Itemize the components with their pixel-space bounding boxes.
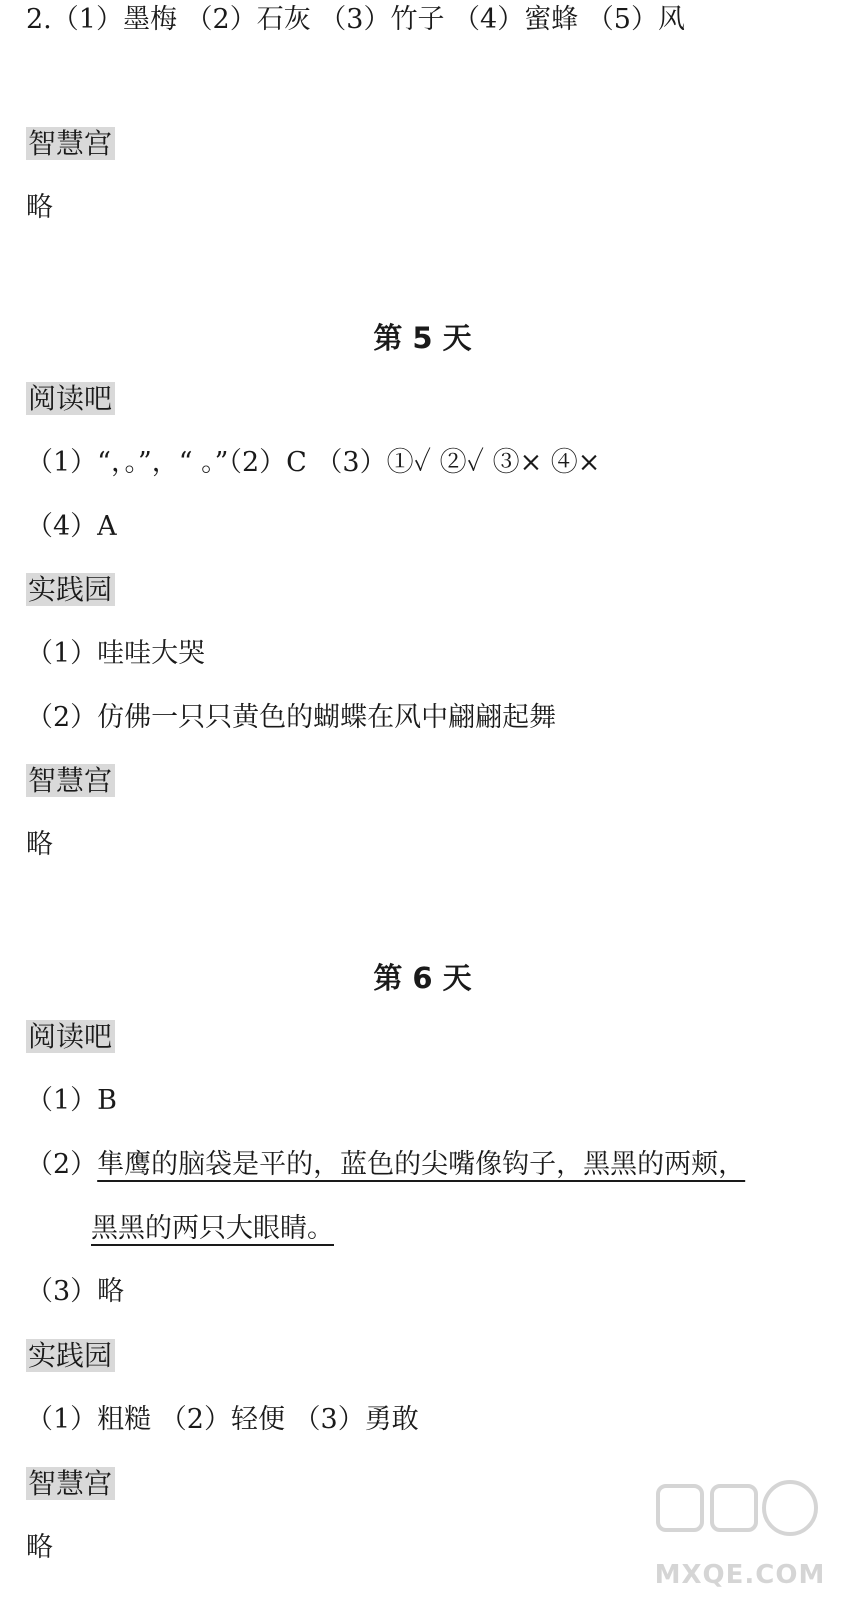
practice-answer-1: （1）粗糙 （2）轻便 （3）勇敢 (26, 1404, 419, 1435)
answer-number: （2） (26, 1149, 98, 1180)
section-label-wisdom (26, 1466, 115, 1503)
label-text: 实践园 (26, 1339, 115, 1372)
wisdom-answer: 略 (26, 192, 53, 223)
label-text: 智慧宫 (26, 1467, 115, 1500)
section-label-wisdom (26, 763, 115, 800)
reading-answer-2-continued (91, 1211, 334, 1247)
reading-answer-1: （1）“，。”，“ 。”（2）C （3）①✓ ②✓ ③× ④× (26, 447, 601, 478)
label-text: 实践园 (26, 573, 115, 606)
underlined-answer: 隼鹰的脑袋是平的，蓝色的尖嘴像钩子，黑黑的两颊， (97, 1149, 746, 1180)
label-text: 阅读吧 (26, 1020, 115, 1053)
reading-answer-1: （1）B (26, 1085, 118, 1116)
answer-line-2: 2.（1）墨梅 （2）石灰 （3）竹子 （4）蜜蜂 （5）风 (26, 4, 685, 35)
practice-answer-1: （1）哇哇大哭 (26, 638, 206, 669)
section-label-practice (26, 1338, 115, 1375)
watermark-logo (650, 1476, 830, 1594)
wisdom-answer: 略 (26, 1532, 53, 1563)
label-text: 阅读吧 (26, 382, 115, 415)
section-label-reading (26, 381, 115, 418)
reading-answer-2: （4）A (26, 511, 117, 542)
reading-answer-2 (26, 1147, 745, 1183)
day-6-title: 第 6 天 (373, 961, 472, 995)
wisdom-answer: 略 (26, 829, 53, 860)
label-text: 智慧宫 (26, 127, 115, 160)
label-text: 智慧宫 (26, 764, 115, 797)
section-label-reading (26, 1019, 115, 1056)
section-label-wisdom (26, 126, 115, 163)
underlined-answer: 黑黑的两只大眼睛。 (91, 1213, 334, 1244)
day-5-title: 第 5 天 (373, 321, 472, 355)
reading-answer-3: （3）略 (26, 1276, 125, 1307)
practice-answer-2: （2）仿佛一只只黄色的蝴蝶在风中翩翩起舞 (26, 702, 557, 733)
watermark-badge-icon (650, 1476, 830, 1556)
section-label-practice (26, 572, 115, 609)
watermark-text: MXQE.COM (654, 1560, 826, 1590)
